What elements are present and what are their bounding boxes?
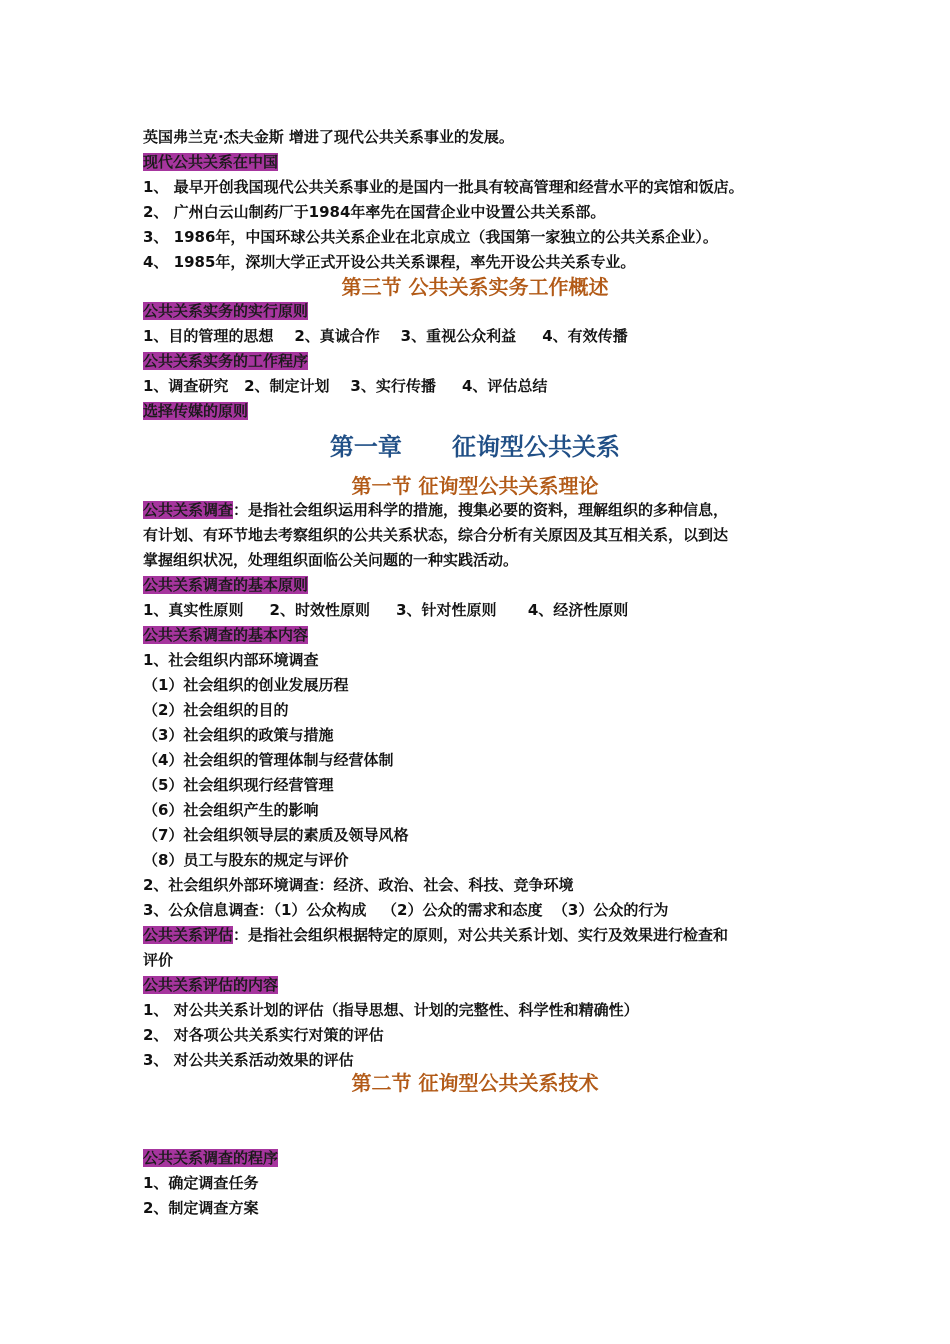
highlight: 公共关系调查的基本内容 [143,626,309,644]
heading-survey-procedure [143,1148,278,1168]
heading-modern-pr-china [143,152,278,172]
list-item: （5）社会组织现行经营管理 [143,776,334,794]
list-item: 3、公众信息调查：（1）公众构成 （2）公众的需求和态度 （3）公众的行为 [143,901,669,919]
highlight: 公共关系评估 [143,926,234,944]
list-item: 1、确定调查任务 [143,1174,259,1192]
heading-survey-principles [143,575,308,595]
heading-procedure [143,351,308,371]
definition-text: ：是指社会组织运用科学的措施，搜集必要的资料，理解组织的多种信息， [233,501,729,519]
highlight: 选择传媒的原则 [143,402,249,420]
list-item: 4、 1985年，深圳大学正式开设公共关系课程，率先开设公共关系专业。 [143,253,636,271]
heading-media [143,401,248,421]
highlight: 公共关系调查 [143,501,234,519]
highlight: 现代公共关系在中国 [143,153,279,171]
list-item: （4）社会组织的管理体制与经营体制 [143,751,394,769]
list-item: 2、 广州白云山制药厂于1984年率先在国营企业中设置公共关系部。 [143,203,606,221]
highlight: 公共关系实务的实行原则 [143,302,309,320]
intro-line: 英国弗兰克·杰夫金斯 增进了现代公共关系事业的发展。 [143,128,514,146]
list-item: 1、 最早开创我国现代公共关系事业的是国内一批具有较高管理和经营水平的宾馆和饭店。 [143,178,744,196]
list-item: 2、社会组织外部环境调查：经济、政治、社会、科技、竞争环境 [143,876,574,894]
list-item: （8）员工与股东的规定与评价 [143,851,349,869]
list-item: 3、 对公共关系活动效果的评估 [143,1051,354,1069]
principles-line: 1、目的管理的思想 2、真诚合作 3、重视公众利益 4、有效传播 [143,327,628,345]
list-item: （1）社会组织的创业发展历程 [143,676,349,694]
highlight: 公共关系实务的工作程序 [143,352,309,370]
list-item: 3、 1986年，中国环球公共关系企业在北京成立（我国第一家独立的公共关系企业）。 [143,228,718,246]
section-title: 第二节 征询型公共关系技术 [351,1071,599,1095]
definition-text: ：是指社会组织根据特定的原则，对公共关系计划、实行及效果进行检查和 [233,926,729,944]
heading-principles [143,301,308,321]
list-item: （6）社会组织产生的影响 [143,801,319,819]
chapter-title: 第一章 征询型公共关系 [329,433,621,461]
heading-survey-content [143,625,308,645]
section-title: 第三节 公共关系实务工作概述 [341,275,609,299]
survey-definition-line: 掌握组织状况，处理组织面临公关问题的一种实践活动。 [143,551,519,569]
highlight: 公共关系评估的内容 [143,976,279,994]
highlight: 公共关系调查的程序 [143,1149,279,1167]
heading-eval-content [143,975,278,995]
highlight: 公共关系调查的基本原则 [143,576,309,594]
list-item: 2、 对各项公共关系实行对策的评估 [143,1026,384,1044]
section-title: 第一节 征询型公共关系理论 [351,474,599,498]
survey-principles-line: 1、真实性原则 2、时效性原则 3、针对性原则 4、经济性原则 [143,601,629,619]
procedure-line: 1、调查研究 2、制定计划 3、实行传播 4、评估总结 [143,377,548,395]
list-item: 1、 对公共关系计划的评估（指导思想、计划的完整性、科学性和精确性） [143,1001,639,1019]
list-item: （7）社会组织领导层的素质及领导风格 [143,826,409,844]
survey-definition-line: 有计划、有环节地去考察组织的公共关系状态，综合分析有关原因及其互相关系，以到达 [143,526,729,544]
list-item: 2、制定调查方案 [143,1199,259,1217]
list-item: 1、社会组织内部环境调查 [143,651,319,669]
eval-definition-line: 评价 [143,951,174,969]
list-item: （2）社会组织的目的 [143,701,289,719]
list-item: （3）社会组织的政策与措施 [143,726,334,744]
survey-definition-line [143,500,728,520]
eval-definition-line [143,925,728,945]
